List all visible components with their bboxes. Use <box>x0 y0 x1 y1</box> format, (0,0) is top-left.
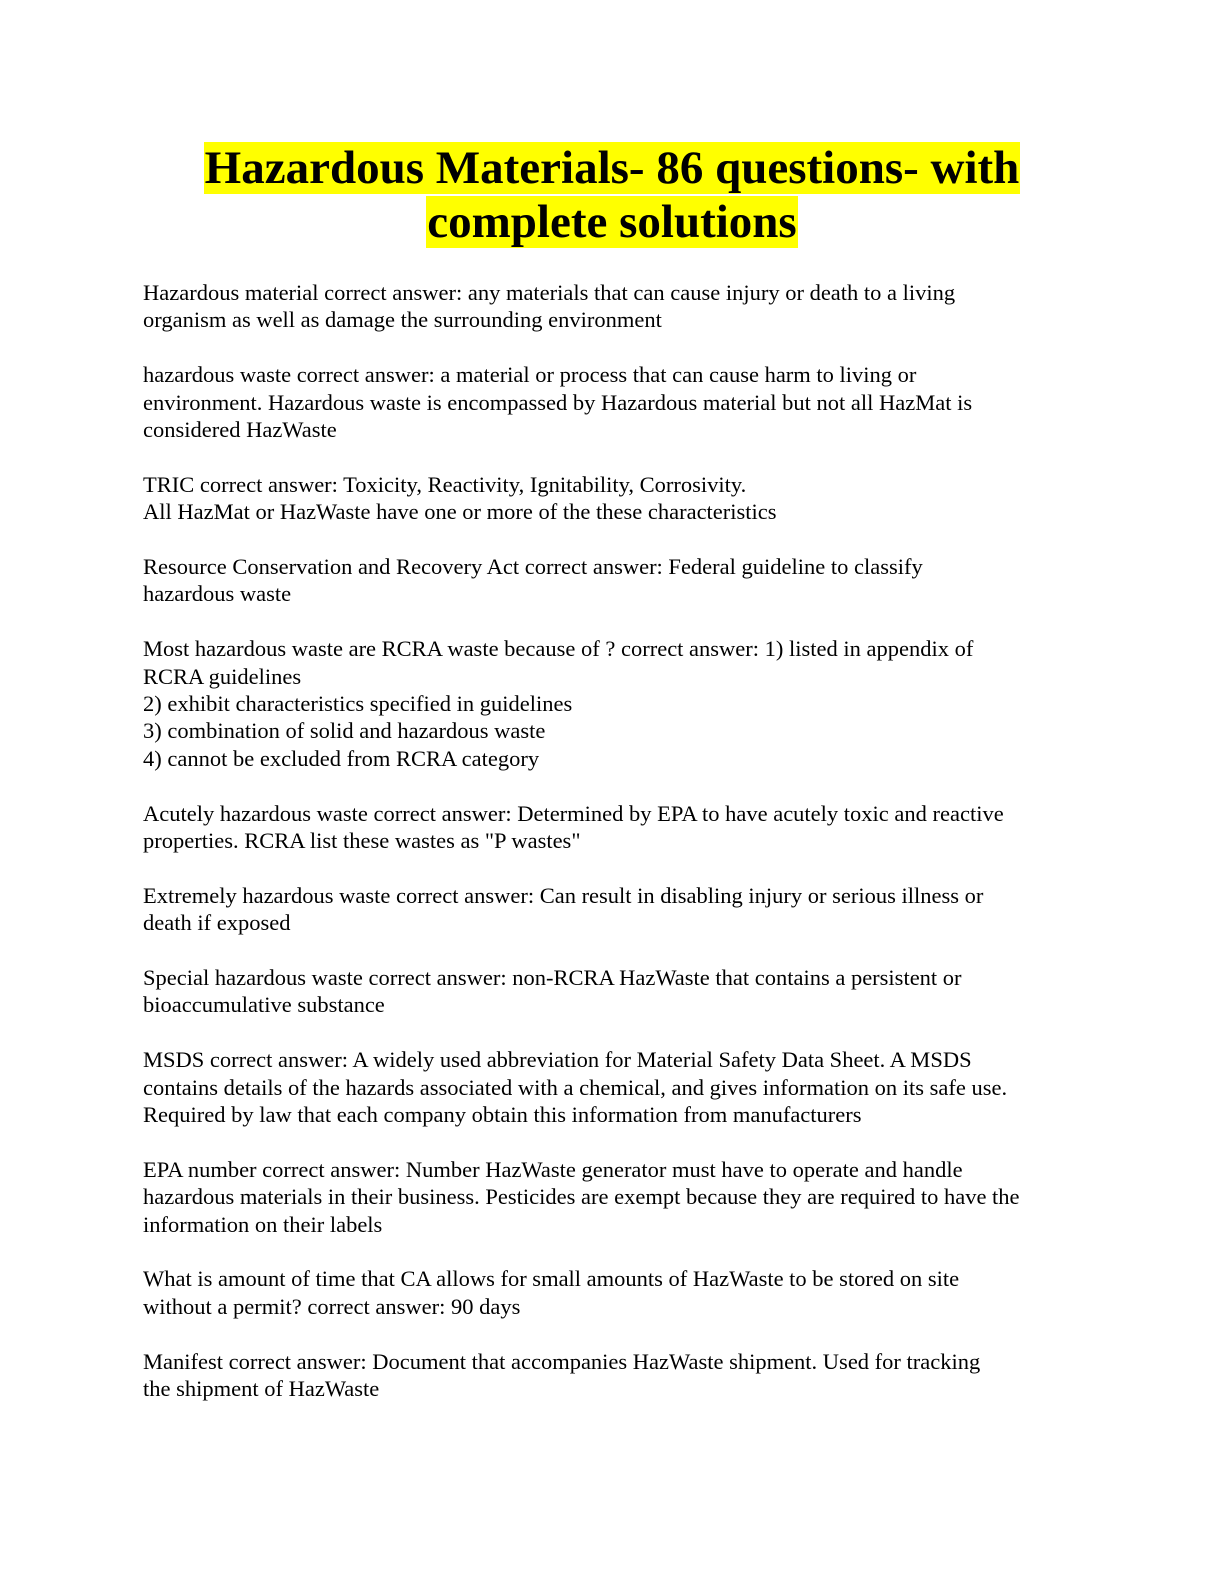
qa-entry-line: Extremely hazardous waste correct answer: Can result in disabling injury or serious illness or <box>143 882 984 908</box>
qa-entry <box>143 553 1093 608</box>
qa-entry-line: information on their labels <box>143 1211 383 1237</box>
qa-entry-line: environment. Hazardous waste is encompassed by Hazardous material but not all HazMat is <box>143 389 973 415</box>
qa-entry-line: Special hazardous waste correct answer: non-RCRA HazWaste that contains a persistent or <box>143 965 962 991</box>
title-line-2: complete solutions <box>427 196 797 248</box>
qa-entry <box>143 1265 1093 1320</box>
document-title <box>0 141 1224 249</box>
qa-entry-line: Hazardous material correct answer: any materials that can cause injury or death to a living <box>143 280 956 305</box>
qa-entry <box>143 1046 1093 1128</box>
qa-entry-line: without a permit? correct answer: 90 days <box>143 1293 521 1319</box>
qa-entry <box>143 882 1093 937</box>
qa-entry-line: All HazMat or HazWaste have one or more of the these characteristics <box>143 499 777 525</box>
qa-entry-line: Manifest correct answer: Document that accompanies HazWaste shipment. Used for tracking <box>143 1348 981 1374</box>
qa-entry <box>143 361 1093 443</box>
qa-entry-line: Acutely hazardous waste correct answer: Determined by EPA to have acutely toxic and reactive <box>143 800 1004 826</box>
qa-entry-line: the shipment of HazWaste <box>143 1376 380 1402</box>
qa-entry-line: properties. RCRA list these wastes as "P wastes" <box>143 828 581 854</box>
qa-entry <box>143 471 1093 526</box>
qa-entry-line: MSDS correct answer: A widely used abbreviation for Material Safety Data Sheet. A MSDS <box>143 1047 972 1073</box>
qa-entry-line: organism as well as damage the surrounding environment <box>143 307 662 333</box>
qa-entry-line: bioaccumulative substance <box>143 992 385 1018</box>
qa-entry-line: hazardous waste <box>143 581 292 607</box>
qa-entry-line: Most hazardous waste are RCRA waste because of ? correct answer: 1) listed in appendix of <box>143 636 974 662</box>
title-line-1: Hazardous Materials- 86 questions- with <box>204 142 1020 194</box>
qa-entry-line: 2) exhibit characteristics specified in guidelines <box>143 691 573 717</box>
qa-entry <box>143 1348 1093 1403</box>
qa-entry-line: TRIC correct answer: Toxicity, Reactivity, Ignitability, Corrosivity. <box>143 471 747 497</box>
qa-entry-line: 3) combination of solid and hazardous waste <box>143 718 546 744</box>
qa-entry-line: contains details of the hazards associated with a chemical, and gives information on its safe use. <box>143 1074 1008 1100</box>
qa-entry-line: hazardous materials in their business. Pesticides are exempt because they are required to have the <box>143 1184 1020 1210</box>
qa-entry <box>143 800 1093 855</box>
qa-entry-line: considered HazWaste <box>143 417 337 443</box>
qa-entry-line: What is amount of time that CA allows for small amounts of HazWaste to be stored on site <box>143 1266 960 1292</box>
qa-entry-line: hazardous waste correct answer: a material or process that can cause harm to living or <box>143 362 917 388</box>
qa-list <box>143 279 1093 1430</box>
qa-entry <box>143 1156 1093 1238</box>
qa-entry-line: Resource Conservation and Recovery Act correct answer: Federal guideline to classify <box>143 554 923 580</box>
qa-entry <box>143 635 1093 772</box>
qa-entry-line: Required by law that each company obtain this information from manufacturers <box>143 1102 862 1128</box>
qa-entry <box>143 964 1093 1019</box>
qa-entry-line: EPA number correct answer: Number HazWaste generator must have to operate and handle <box>143 1156 963 1182</box>
qa-entry-line: RCRA guidelines <box>143 663 302 689</box>
qa-entry <box>143 279 1093 334</box>
qa-entry-line: 4) cannot be excluded from RCRA category <box>143 745 540 771</box>
qa-entry-line: death if exposed <box>143 910 291 936</box>
